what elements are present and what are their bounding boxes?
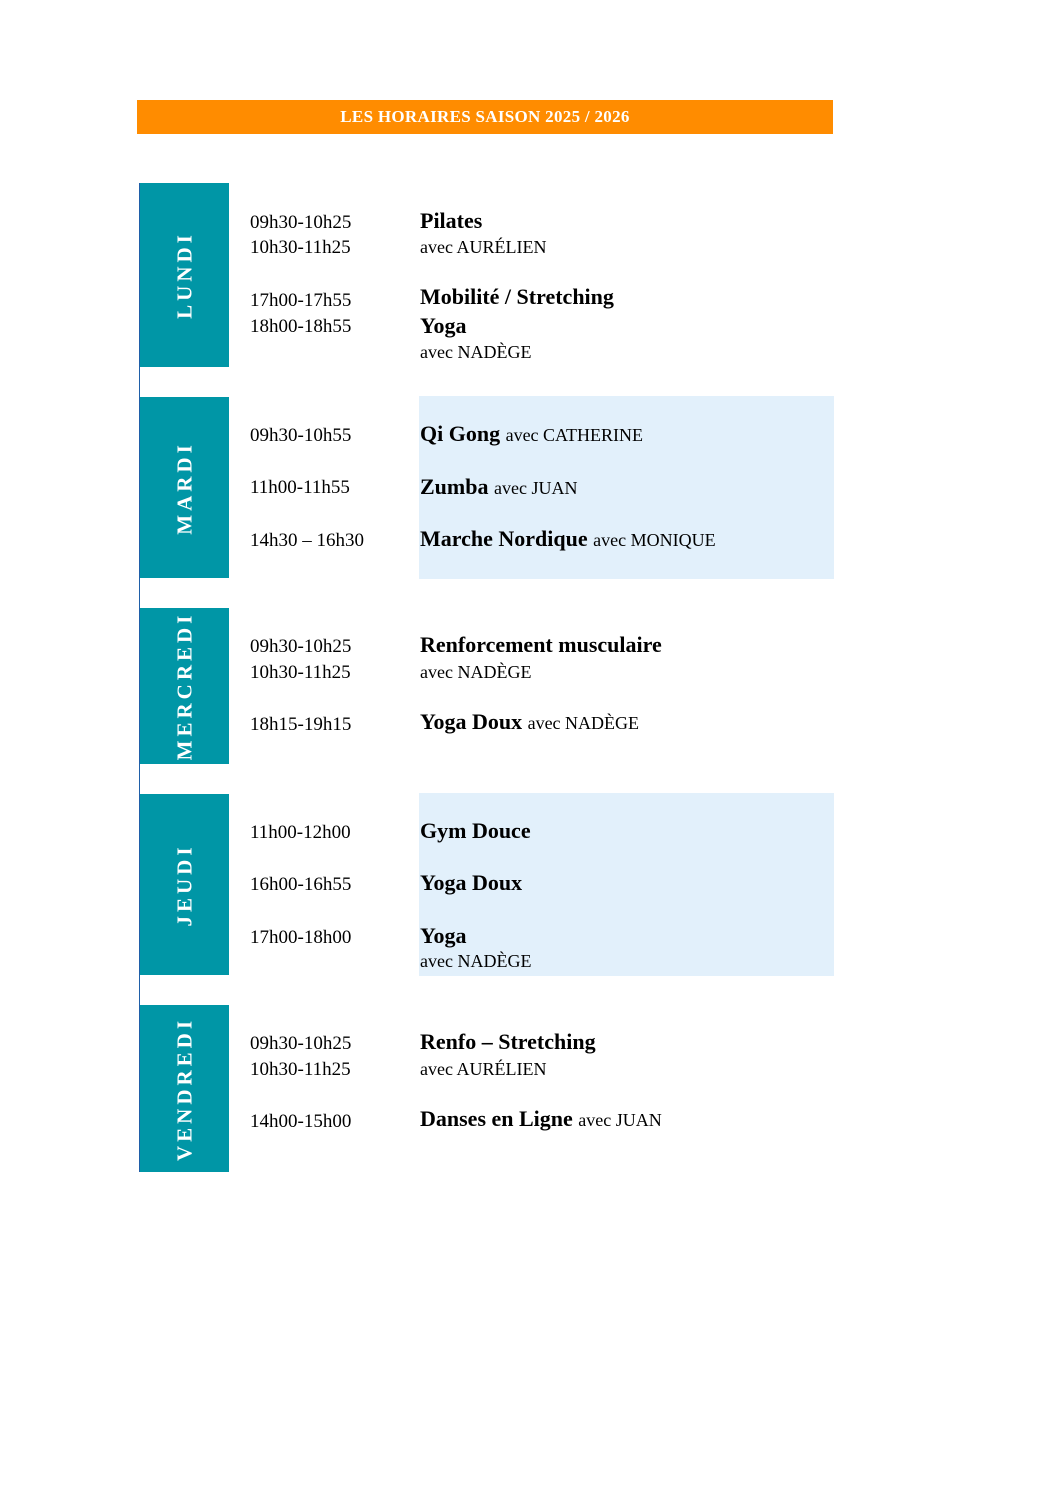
instructor: avec NADÈGE xyxy=(527,713,640,733)
course-title: Pilates xyxy=(420,208,483,233)
instructor: avec JUAN xyxy=(578,1110,662,1130)
time-slot: 09h30-10h25 xyxy=(250,212,352,233)
course-name xyxy=(420,1029,596,1055)
course-name xyxy=(420,632,662,658)
page-title: LES HORAIRES SAISON 2025 / 2026 xyxy=(137,100,833,134)
course-title: Zumba xyxy=(420,474,489,499)
course-name xyxy=(420,313,466,339)
course-name xyxy=(420,208,482,234)
time-slot: 17h00-18h00 xyxy=(250,927,352,948)
time-slot: 09h30-10h25 xyxy=(250,1033,352,1054)
course-title: Renforcement musculaire xyxy=(420,632,662,657)
instructor: avec NADÈGE xyxy=(420,662,532,682)
course-title: Yoga Doux xyxy=(420,870,523,895)
instructor: avec NADÈGE xyxy=(420,951,532,971)
divider xyxy=(139,367,140,397)
time-slot: 10h30-11h25 xyxy=(250,1059,351,1080)
instructor: avec MONIQUE xyxy=(593,530,716,550)
time-slot: 18h15-19h15 xyxy=(250,714,352,735)
time-slot: 09h30-10h55 xyxy=(250,425,352,446)
time-slot: 11h00-11h55 xyxy=(250,477,350,498)
instructor: avec CATHERINE xyxy=(505,425,644,445)
course-name xyxy=(420,284,614,310)
time-slot: 10h30-11h25 xyxy=(250,237,351,258)
course-name xyxy=(420,870,522,896)
course-name xyxy=(420,923,466,949)
course-title: Danses en Ligne xyxy=(420,1106,573,1131)
day-jeudi xyxy=(139,794,229,975)
instructor: avec JUAN xyxy=(493,478,578,498)
time-slot: 10h30-11h25 xyxy=(250,662,351,683)
day-lundi xyxy=(139,183,229,367)
course-name xyxy=(420,474,577,501)
time-slot: 17h00-17h55 xyxy=(250,290,352,311)
divider xyxy=(139,764,140,794)
day-label: JEUDI xyxy=(172,842,196,927)
course-name xyxy=(420,421,643,448)
course-title: Yoga xyxy=(420,313,467,338)
course-title: Qi Gong xyxy=(420,421,501,446)
time-slot: 14h00-15h00 xyxy=(250,1111,352,1132)
course-name xyxy=(420,526,716,553)
course-title: Mobilité / Stretching xyxy=(420,284,614,309)
instructor: avec NADÈGE xyxy=(420,342,532,362)
course-name xyxy=(420,709,639,736)
day-label: VENDREDI xyxy=(172,1016,196,1161)
time-slot: 11h00-12h00 xyxy=(250,822,351,843)
day-label: MERCREDI xyxy=(172,611,196,761)
time-slot: 16h00-16h55 xyxy=(250,874,352,895)
course-title: Gym Douce xyxy=(420,818,531,843)
instructor: avec AURÉLIEN xyxy=(420,1059,547,1079)
day-label: MARDI xyxy=(172,440,196,535)
course-title: Renfo – Stretching xyxy=(420,1029,596,1054)
course-title: Yoga Doux xyxy=(420,709,523,734)
day-mercredi xyxy=(139,608,229,764)
time-slot: 18h00-18h55 xyxy=(250,316,352,337)
time-slot: 14h30 – 16h30 xyxy=(250,530,364,551)
course-name xyxy=(420,818,531,844)
time-slot: 09h30-10h25 xyxy=(250,636,352,657)
course-title: Marche Nordique xyxy=(420,526,588,551)
course-name xyxy=(420,1106,662,1133)
instructor: avec AURÉLIEN xyxy=(420,237,547,257)
divider xyxy=(139,975,140,1005)
divider xyxy=(139,578,140,608)
course-title: Yoga xyxy=(420,923,467,948)
day-label: LUNDI xyxy=(172,231,196,319)
day-vendredi xyxy=(139,1005,229,1172)
day-mardi xyxy=(139,397,229,578)
